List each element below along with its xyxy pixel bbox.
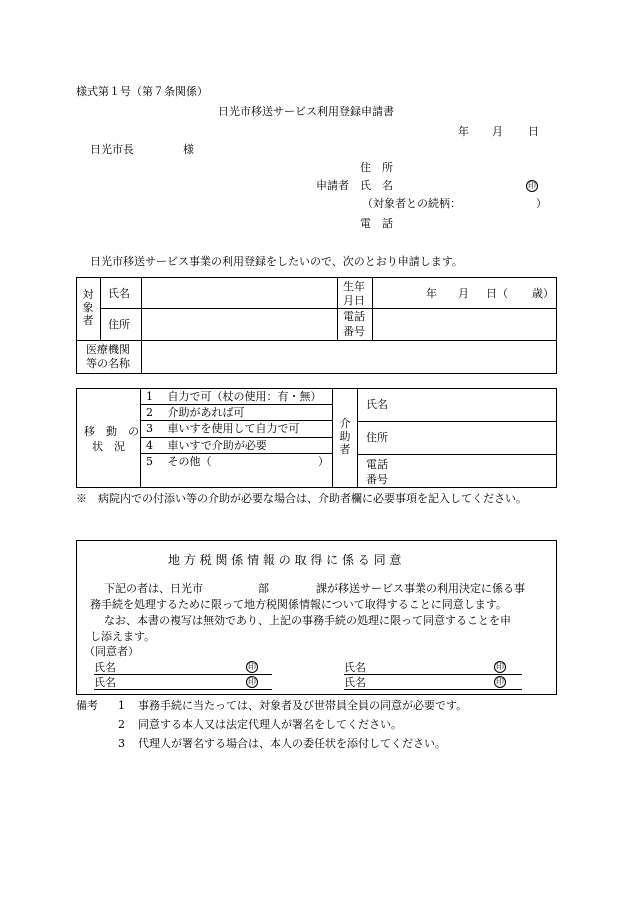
relation-label: （対象者との続柄： <box>362 197 461 210</box>
date-day: 日 <box>528 125 539 138</box>
remark-2-number: 2 <box>118 718 125 731</box>
remarks-label: 備考 <box>76 699 98 712</box>
movement-option-3: 3 車いすを使用して自力で可 <box>146 422 300 435</box>
dob-month: 月 <box>458 287 469 300</box>
subject-address-label: 住所 <box>108 318 130 331</box>
consent-name-label-3: 氏名 <box>94 676 116 689</box>
subject-name-label: 氏名 <box>108 287 130 300</box>
document-title: 日光市移送サービス利用登録申請書 <box>218 105 394 118</box>
caregiver-phone-label-line1: 電話 <box>366 458 388 471</box>
date-month: 月 <box>492 125 503 138</box>
consent-line2: 務手続を処理するために限って地方税関係情報について取得することに同意します。 <box>90 598 507 611</box>
relation-close: ） <box>536 197 547 210</box>
consent-name-label-1: 氏名 <box>94 661 116 674</box>
subject-table <box>76 277 557 374</box>
caregiver-label: 介助者 <box>339 417 351 456</box>
dob-year: 年 <box>426 287 437 300</box>
addressee-honorific: 様 <box>183 143 194 156</box>
applicant-seal: 印 <box>528 181 536 190</box>
movement-option-5-close: ） <box>318 455 329 468</box>
caregiver-phone-label-line2: 番号 <box>366 473 388 486</box>
remark-1-text: 事務手続に当たっては、対象者及び世帯員全員の同意が必要です。 <box>138 699 468 712</box>
intro-text: 日光市移送サービス事業の利用登録をしたいので、次のとおり申請します。 <box>90 255 463 268</box>
consent-line1-b: 部 <box>258 582 269 595</box>
movement-option-5: 5 その他（ <box>146 455 212 468</box>
consenter-label: （同意者） <box>84 645 139 658</box>
consent-line1-a: 下記の者は、日光市 <box>104 582 203 595</box>
movement-option-1: 1 自力で可（杖の使用：有・無） <box>146 390 322 403</box>
remark-3-number: 3 <box>118 737 125 750</box>
applicant-phone-label: 電 話 <box>360 217 393 230</box>
caregiver-address-label: 住所 <box>366 431 388 444</box>
dob-label-line2: 月日 <box>343 294 365 307</box>
consent-line3: なお、本書の複写は無効であり、上記の事務手続の処理に限って同意することを申 <box>104 614 511 627</box>
movement-status-label-line1: 移 動 の <box>84 425 139 438</box>
caregiver-name-label: 氏名 <box>366 398 388 411</box>
consent-name-label-4: 氏名 <box>344 676 366 689</box>
consent-signature-line-1 <box>94 674 272 675</box>
consent-signature-line-3 <box>94 689 272 690</box>
consent-signature-line-4 <box>344 689 522 690</box>
consent-line1-c: 課が移送サービス事業の利用決定に係る事 <box>316 582 525 595</box>
remark-3-text: 代理人が署名する場合は、本人の委任状を添付してください。 <box>138 737 446 750</box>
dob-age: 歳） <box>532 287 554 300</box>
date-year: 年 <box>458 125 469 138</box>
form-number: 様式第１号（第７条関係） <box>76 85 208 98</box>
consent-title: 地 方 税 関 係 情 報 の 取 得 に 係 る 同 意 <box>168 553 402 567</box>
movement-option-2: 2 介助があれば可 <box>146 406 245 419</box>
subject-phone-label-line1: 電話 <box>343 310 365 323</box>
movement-table <box>76 388 557 488</box>
remark-2-text: 同意する本人又は法定代理人が署名をしてください。 <box>138 718 402 731</box>
movement-option-4: 4 車いすで介助が必要 <box>146 439 267 452</box>
consent-line4: し添えます。 <box>90 630 156 643</box>
applicant-label: 申請者 <box>316 179 349 192</box>
caregiver-note: ※ 病院内での付添い等の介助が必要な場合は、介助者欄に必要事項を記入してください。 <box>76 492 527 505</box>
subject-label: 対象者 <box>82 288 94 327</box>
remark-1-number: 1 <box>118 699 125 712</box>
consent-seal-2: 印 <box>496 662 504 671</box>
consent-signature-line-2 <box>344 674 522 675</box>
dob-day: 日（ <box>486 287 508 300</box>
subject-phone-label-line2: 番号 <box>343 325 365 338</box>
consent-seal-1: 印 <box>248 662 256 671</box>
consent-seal-4: 印 <box>496 677 504 686</box>
applicant-address-label: 住 所 <box>360 161 393 174</box>
medical-label-line2: 等の名称 <box>86 357 130 370</box>
applicant-name-label: 氏 名 <box>360 179 393 192</box>
consent-seal-3: 印 <box>248 677 256 686</box>
movement-status-label-line2: 状 況 <box>92 440 125 453</box>
medical-label-line1: 医療機関 <box>86 343 130 356</box>
consent-name-label-2: 氏名 <box>344 661 366 674</box>
dob-label-line1: 生年 <box>343 280 365 293</box>
addressee: 日光市長 <box>90 143 134 156</box>
